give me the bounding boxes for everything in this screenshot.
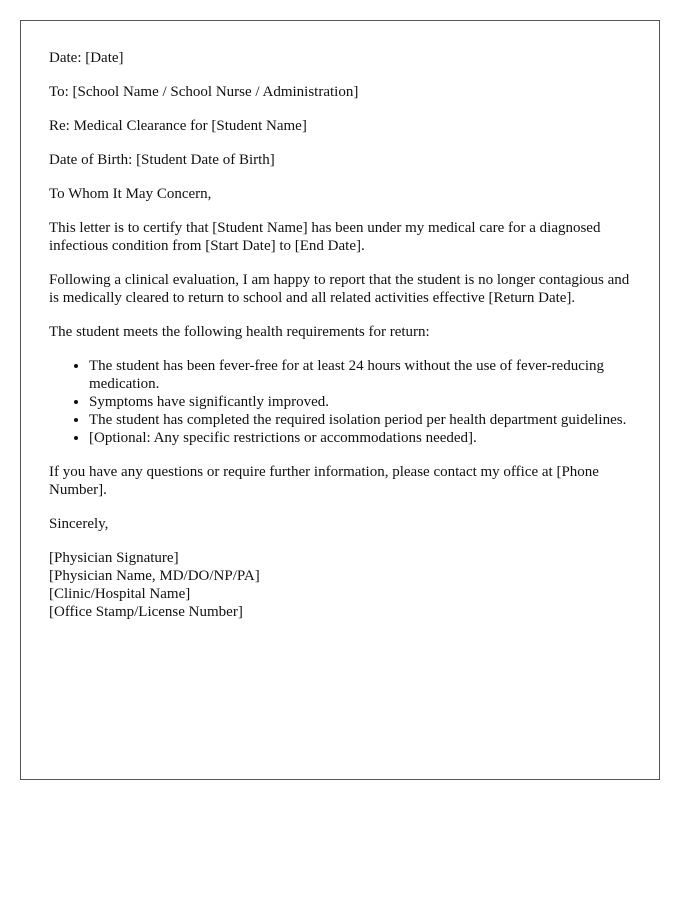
salutation: To Whom It May Concern,	[49, 186, 212, 202]
date-of-birth-line: Date of Birth: [Student Date of Birth]	[49, 152, 275, 168]
clinic-name: [Clinic/Hospital Name]	[49, 586, 191, 602]
clearance-paragraph: Following a clinical evaluation, I am happy to report that the student is no longer contagious and is medically cleared to return to school and all related activities effective [Return Date].	[49, 272, 630, 306]
requirements-intro: The student meets the following health requirements for return:	[49, 324, 430, 340]
physician-name: [Physician Name, MD/DO/NP/PA]	[49, 568, 260, 584]
contact-paragraph: If you have any questions or require further information, please contact my office at [Phone Number].	[49, 464, 599, 498]
certification-paragraph: This letter is to certify that [Student Name] has been under my medical care for a diagnosed infectious condition from [Start Date] to [End Date].	[49, 220, 601, 254]
requirement-item: • The student has completed the required isolation period per health department guidelines.	[89, 411, 631, 429]
signature-block	[49, 549, 631, 621]
closing: Sincerely,	[49, 516, 109, 532]
office-stamp: [Office Stamp/License Number]	[49, 604, 243, 620]
letter-page	[20, 20, 660, 780]
physician-signature: [Physician Signature]	[49, 550, 179, 566]
requirements-list	[49, 357, 631, 447]
date-line: Date: [Date]	[49, 50, 124, 66]
requirement-item: • [Optional: Any specific restrictions or accommodations needed].	[89, 429, 631, 447]
subject-line: Re: Medical Clearance for [Student Name]	[49, 118, 307, 134]
requirement-item: • The student has been fever-free for at least 24 hours without the use of fever-reducing medication.	[89, 357, 631, 393]
requirement-item: • Symptoms have significantly improved.	[89, 393, 631, 411]
recipient-line: To: [School Name / School Nurse / Administration]	[49, 84, 359, 100]
